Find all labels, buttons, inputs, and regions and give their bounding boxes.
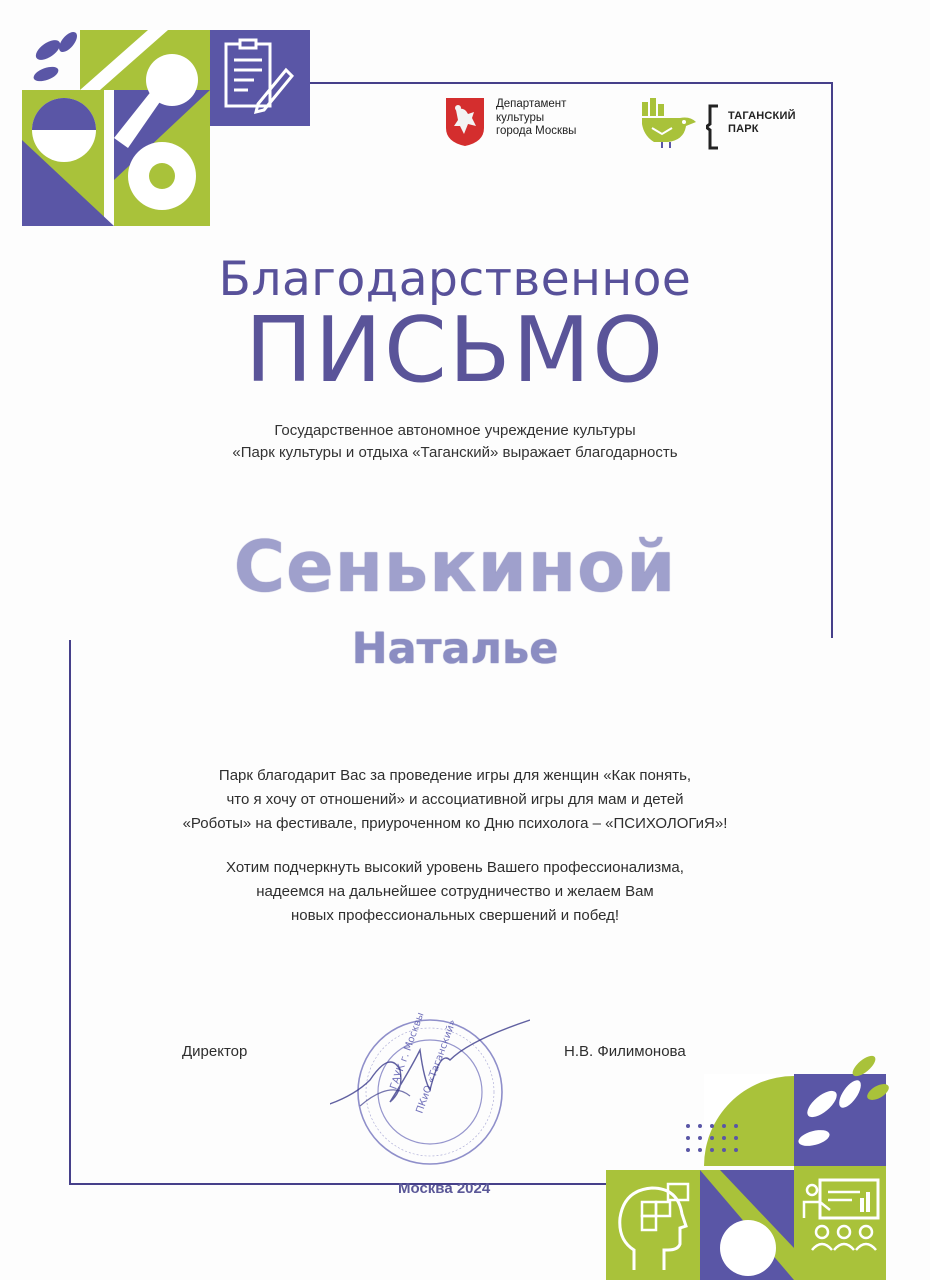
official-stamp [330,1010,530,1180]
intro-text [0,420,910,464]
body-paragraph-2 [0,856,910,928]
head-puzzle-icon [612,1178,694,1274]
body-line: Парк благодарит Вас за проведение игры для женщин «Как понять, [218,767,692,784]
moscow-coat-of-arms-icon [444,96,486,148]
intro-line: Государственное автономное учреждение культуры [274,422,636,439]
title-line1: Благодарственное [218,252,692,307]
recipient-given-name: Наталье [351,624,559,674]
presentation-icon [800,1176,884,1252]
recipient-surname: Сенькиной [233,526,677,608]
dept-line: культуры [496,111,545,124]
signer-name: Н.В. Филимонова [564,1043,686,1060]
park-logo-text [728,110,796,136]
body-line: надеемся на дальнейшее сотрудничество и желаем Вам [256,883,654,900]
dept-line: Департамент [496,98,567,110]
body-line: «Роботы» на фестивале, приуроченном ко Дню психолога – «ПСИХОЛОГиЯ»! [182,815,728,832]
department-name [496,98,606,139]
frame-bottom-line [69,1183,609,1185]
body-line: что я хочу от отношений» и ассоциативной игры для мам и детей [226,791,684,808]
park-line: ТАГАНСКИЙ [728,110,796,122]
bird-logo-icon [640,98,698,148]
director-title: Директор [182,1043,248,1060]
stamp-line: ПКиО «Таганский» [414,1018,459,1116]
city-year: Москва 2024 [398,1180,491,1197]
body-paragraph-1 [0,764,910,836]
park-line: ПАРК [728,123,759,135]
intro-line: «Парк культуры и отдыха «Таганский» выражает благодарность [232,444,678,461]
body-line: Хотим подчеркнуть высокий уровень Вашего профессионализма, [226,859,684,876]
document-pen-icon [218,38,294,118]
dept-line: города Москвы [496,125,577,137]
stamp-line: ГАУК г. Москвы [388,1011,427,1092]
body-line: новых профессиональных свершений и побед! [290,907,620,924]
title-line2: ПИСЬМО [244,298,666,403]
